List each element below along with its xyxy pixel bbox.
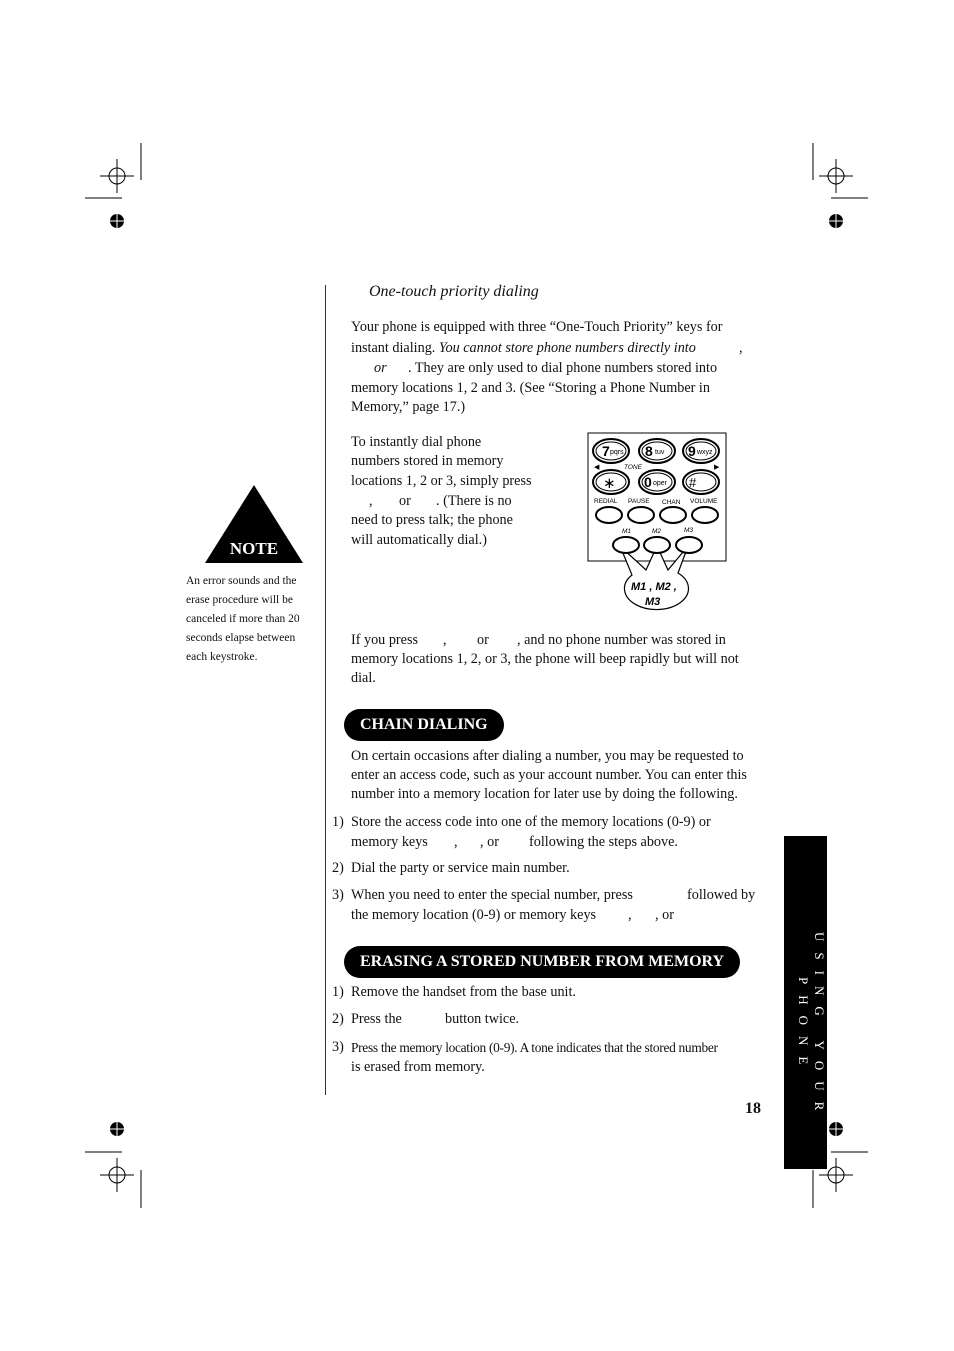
para1-line2	[351, 339, 696, 359]
page-number: 18	[745, 1100, 761, 1117]
step-text: followed by	[687, 887, 756, 903]
key-7-letters: pqrs	[610, 449, 624, 456]
step-text: Press the memory location (0-9). A tone indicates that the stored number	[351, 1040, 718, 1055]
key-8	[639, 439, 675, 463]
left-arrow-icon: ◀	[594, 464, 600, 471]
para3-line2: memory locations 1, 2, or 3, the phone will beep rapidly but will not	[351, 651, 739, 667]
keypad-illustration	[586, 432, 730, 616]
key-9-digit: 9	[688, 443, 696, 459]
para1-line4: memory locations 1, 2 and 3. (See “Storing a Phone Number in	[351, 380, 710, 396]
key-0	[639, 470, 675, 494]
m1-label: M1	[622, 528, 632, 535]
redial-label: REDIAL	[594, 498, 618, 505]
note-line: seconds elapse between	[186, 632, 296, 644]
pause-label: PAUSE	[628, 498, 650, 505]
step-number: 2)	[332, 860, 344, 876]
step-text: Dial the party or service main number.	[351, 860, 570, 876]
erase-step-2	[332, 1010, 772, 1030]
note-label: NOTE	[229, 539, 279, 558]
note-line: erase procedure will be	[186, 594, 293, 606]
section-side-tab	[784, 836, 827, 1169]
key-9-letters: wxyz	[697, 449, 713, 456]
text: instant dialing.	[351, 340, 439, 356]
erase-step-1	[332, 983, 772, 1003]
para2-comma: ,	[369, 493, 373, 509]
para2-line4: . (There is no	[436, 493, 512, 509]
callout-line1: M1 , M2 ,	[631, 581, 677, 593]
key-0-digit: 0	[644, 474, 652, 490]
key-8-digit: 8	[645, 443, 653, 459]
key-hash	[683, 470, 719, 494]
redial-key	[596, 507, 622, 523]
step-text: ,	[628, 907, 632, 923]
volume-label: VOLUME	[690, 498, 718, 505]
key-7	[593, 439, 629, 463]
section-subhead: One-touch priority dialing	[369, 283, 539, 300]
m1-key	[613, 537, 639, 553]
m2-label: M2	[652, 528, 662, 535]
para1-or: or	[374, 360, 387, 376]
key-0-letters: oper	[653, 480, 668, 487]
key-8-letters: tuv	[655, 449, 665, 456]
chain-step-2	[332, 859, 772, 879]
para2-line3: locations 1, 2 or 3, simply press	[351, 473, 532, 489]
step-text: Store the access code into one of the memory locations (0-9) or	[351, 814, 711, 830]
step-number: 2)	[332, 1011, 344, 1027]
para2-line5: need to press talk; the phone	[351, 512, 513, 528]
para3-line1: , and no phone number was stored in	[517, 632, 726, 648]
step-text: Remove the handset from the base unit.	[351, 984, 576, 1000]
chain-intro-1: On certain occasions after dialing a number, you may be requested to	[351, 748, 744, 764]
callout-line2: M3	[645, 596, 661, 608]
chain-step-3	[332, 886, 772, 926]
step-text: Press the	[351, 1011, 402, 1027]
side-tab-label: USING YOUR PHONE	[796, 931, 827, 1122]
tone-label: TONE	[624, 464, 642, 471]
para3-line3: dial.	[351, 670, 376, 686]
m3-key	[676, 537, 702, 553]
step-text: , or	[655, 907, 674, 923]
step-text: ,	[454, 834, 458, 850]
chain-step-1	[332, 813, 772, 853]
step-text: is erased from memory.	[351, 1059, 485, 1075]
erase-step-3	[332, 1038, 772, 1078]
note-text	[186, 572, 311, 667]
step-number: 3)	[332, 1039, 344, 1055]
chain-dialing-heading: CHAIN DIALING	[344, 709, 504, 741]
step-text: following the steps above.	[529, 834, 678, 850]
step-text: the memory location (0-9) or memory keys	[351, 907, 597, 923]
step-text: , or	[480, 834, 499, 850]
step-text: When you need to enter the special number, press	[351, 887, 633, 903]
step-text: button twice.	[445, 1011, 520, 1027]
para2-line2: numbers stored in memory	[351, 453, 504, 469]
key-star-digit: ∗	[603, 475, 616, 492]
chain-intro-2: enter an access code, such as your account number. You can enter this	[351, 767, 747, 783]
text-italic: You cannot store phone numbers directly into	[438, 340, 696, 356]
key-7-digit: 7	[602, 443, 610, 459]
para1-comma: ,	[739, 340, 743, 356]
para3-if: If you press	[351, 632, 418, 648]
note-line: each keystroke.	[186, 651, 258, 663]
chain-intro-3: number into a memory location for later use by doing the following.	[351, 786, 738, 802]
key-star	[593, 470, 629, 494]
chan-key	[660, 507, 686, 523]
para1-line1: Your phone is equipped with three “One-Touch Priority” keys for	[351, 319, 723, 335]
erasing-heading: ERASING A STORED NUMBER FROM MEMORY	[344, 946, 740, 978]
right-arrow-icon: ▶	[714, 464, 720, 471]
m2-key	[644, 537, 670, 553]
para2-line1: To instantly dial phone	[351, 434, 482, 450]
para2-or: or	[399, 493, 411, 509]
step-text: memory keys	[351, 834, 428, 850]
column-divider	[325, 285, 326, 1095]
note-warning-icon	[203, 483, 305, 565]
para1-line5: Memory,” page 17.)	[351, 399, 466, 415]
step-number: 1)	[332, 984, 344, 1000]
note-line: canceled if more than 20	[186, 613, 300, 625]
pause-key	[628, 507, 654, 523]
para3-or: or	[477, 632, 489, 648]
note-line: An error sounds and the	[186, 575, 297, 587]
key-9	[683, 439, 719, 463]
m3-label: M3	[684, 527, 694, 534]
step-number: 3)	[332, 887, 344, 903]
step-number: 1)	[332, 814, 344, 830]
volume-key	[692, 507, 718, 523]
para1-line3: . They are only used to dial phone numbers stored into	[408, 360, 718, 376]
para3-comma: ,	[443, 632, 447, 648]
key-hash-digit: #	[689, 475, 697, 490]
chan-label: CHAN	[662, 499, 681, 506]
para2-line6: will automatically dial.)	[351, 532, 487, 548]
